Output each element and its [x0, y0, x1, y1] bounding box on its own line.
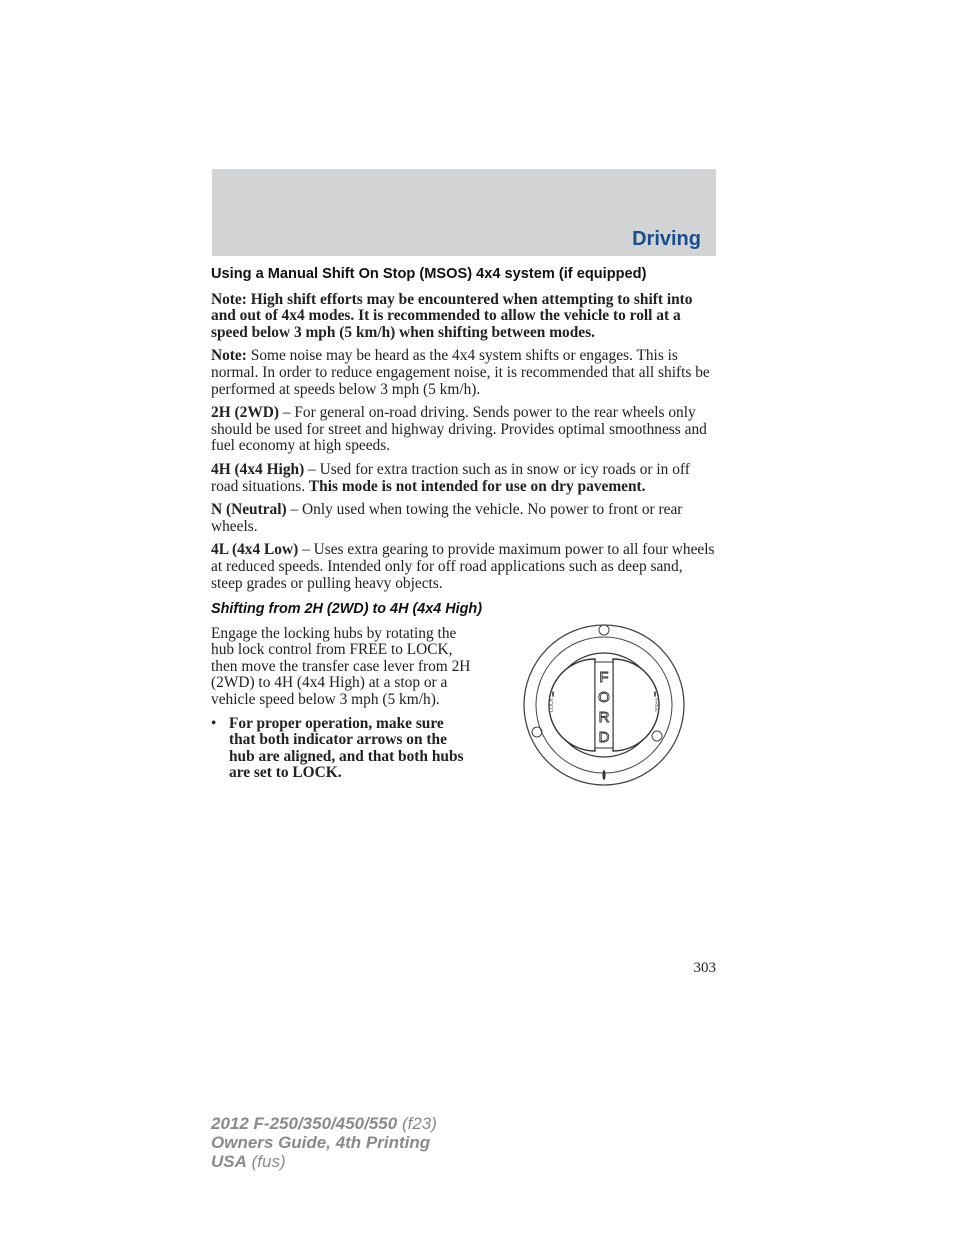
subsection-title: Shifting from 2H (2WD) to 4H (4x4 High): [211, 601, 483, 618]
mode-4h-text: – Used for extra traction such as in snow or icy roads or in off road situations.: [211, 460, 690, 495]
mode-2h: [211, 405, 717, 455]
section-title: Using a Manual Shift On Stop (MSOS) 4x4 system (if equipped): [211, 266, 647, 282]
bottom-indicator-arrow-icon: [602, 770, 605, 780]
mode-4l-label: 4L (4x4 Low): [211, 541, 299, 559]
mode-4h: [211, 462, 717, 495]
note-noise: [211, 348, 717, 398]
ford-letter: O: [598, 688, 610, 706]
bullet-dot: •: [211, 714, 217, 732]
mode-n-label: N (Neutral): [211, 501, 287, 519]
note-noise-text: Some noise may be heard as the 4x4 system shifts or engages. This is normal. In order to reduce engagement noise, it is recommended that all shifts be performed at speeds below 3 mph (5 km/h).: [211, 347, 710, 398]
mode-2h-label: 2H (2WD): [211, 404, 279, 422]
subsection-body: [211, 626, 717, 816]
lock-arrow-icon: [552, 691, 554, 697]
mode-n-text: – Only used when towing the vehicle. No power to front or rear wheels.: [211, 501, 683, 535]
bullet-text: For proper operation, make sure that both indicator arrows on the hub are aligned, and that both hubs are set to LOCK.: [229, 714, 464, 782]
mode-4l: [211, 542, 717, 592]
list-item: [211, 716, 471, 782]
page-number: 303: [693, 960, 716, 976]
mode-4l-text: – Uses extra gearing to provide maximum power to all four wheels at reduced speeds. Intended only for off road applications such as deep sand, steep grades or pulling heavy objects.: [211, 541, 715, 592]
free-arrow-icon: [654, 691, 656, 697]
free-label: FREE: [653, 698, 659, 712]
ford-letter: D: [598, 728, 610, 746]
header-band: [212, 169, 716, 256]
ford-letter: F: [599, 668, 609, 686]
note-label: Note:: [211, 347, 247, 365]
page-content: [211, 266, 717, 816]
lock-label: LOCK: [549, 697, 555, 712]
footer-line-2: Owners Guide, 4th Printing: [211, 1133, 431, 1152]
hub-lock-illustration: [523, 624, 685, 786]
note-high-shift-effort: Note: High shift efforts may be encountered when attempting to shift into and out of 4x4 modes. It is recommended to allow the vehicle to roll at a speed below 3 mph (5 km/h) when shifting between modes.: [211, 290, 693, 341]
ford-letter: R: [598, 708, 610, 726]
mode-4h-warning: This mode is not intended for use on dry pavement.: [308, 477, 646, 495]
mode-4h-label: 4H (4x4 High): [211, 460, 305, 478]
footer-market: USA: [211, 1152, 247, 1171]
subsection-paragraph: Engage the locking hubs by rotating the hub lock control from FREE to LOCK, then move the transfer case lever from 2H (2WD) to 4H (4x4 High) at a stop or a vehicle speed below 3 mph (5 km/h).: [211, 624, 471, 709]
footer-market-code: (fus): [246, 1152, 286, 1171]
chapter-title: Driving: [632, 228, 701, 250]
footer: [211, 1114, 437, 1171]
subsection-text-column: [211, 626, 471, 782]
mode-n: [211, 502, 717, 535]
footer-model-code: (f23): [397, 1114, 437, 1133]
footer-line-3: [211, 1152, 437, 1171]
mode-2h-text: – For general on-road driving. Sends power to the rear wheels only should be used for street and highway driving. Provides optimal smoothness and fuel economy at high speeds.: [211, 404, 707, 455]
footer-line-1: [211, 1114, 437, 1133]
footer-model: 2012 F-250/350/450/550: [211, 1114, 398, 1133]
